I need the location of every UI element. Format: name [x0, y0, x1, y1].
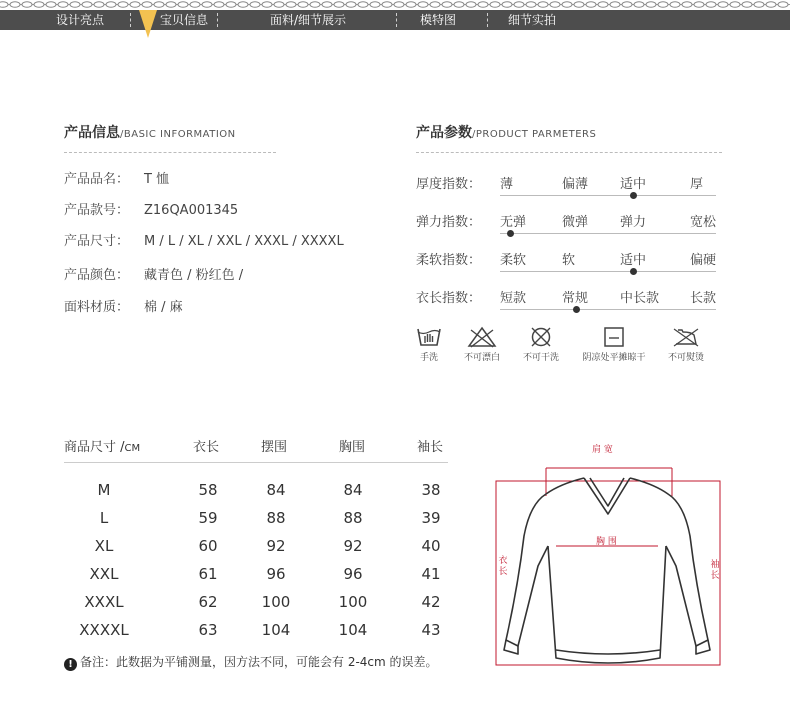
size-value-cell: 58 — [198, 481, 218, 499]
nav-tab-product-info[interactable]: 宝贝信息 — [160, 13, 209, 27]
param-option: 短款 — [500, 291, 527, 306]
size-value-cell: 104 — [261, 621, 291, 639]
size-name-cell: XXL — [89, 565, 119, 583]
size-value-cell: 39 — [421, 509, 441, 527]
param-option: 宽松 — [690, 215, 717, 230]
hand-wash-icon — [416, 326, 442, 348]
size-value-cell: 42 — [421, 593, 441, 611]
size-value-cell: 88 — [266, 509, 286, 527]
param-option: 常规 — [562, 291, 589, 306]
size-value-cell: 88 — [343, 509, 363, 527]
param-indicator-dot — [507, 230, 514, 237]
size-table-header — [64, 436, 140, 455]
param-indicator-dot — [630, 268, 637, 275]
size-value-cell: 84 — [343, 481, 363, 499]
nav-tab-fabric-details[interactable]: 面料/细节展示 — [270, 13, 347, 27]
param-scale-line — [500, 271, 716, 272]
info-label: 产品颜色： — [64, 268, 130, 283]
active-tab-arrow-icon — [139, 10, 157, 38]
no-bleach-icon — [467, 326, 497, 348]
size-value-cell: 59 — [198, 509, 218, 527]
nav-divider — [130, 13, 131, 27]
param-label: 柔软指数： — [416, 253, 482, 268]
nav-divider — [217, 13, 218, 27]
param-option: 薄 — [500, 177, 514, 192]
param-option: 柔软 — [500, 253, 527, 268]
info-value: 藏青色 / 粉红色 / — [144, 268, 244, 283]
param-option: 适中 — [620, 253, 647, 268]
param-scale-line — [500, 309, 716, 310]
info-row-style-no — [64, 199, 238, 218]
shirt-diagram-icon — [490, 436, 730, 672]
info-label: 产品款号： — [64, 203, 130, 218]
size-name-cell: XXXL — [84, 593, 124, 611]
sleeve-label: 袖长 — [710, 560, 720, 581]
note-text: 备注：此数据为平铺测量，因方法不同，可能会有 2-4cm 的误差。 — [80, 655, 438, 669]
measurement-note — [64, 653, 438, 671]
divider — [64, 462, 448, 463]
param-option: 弹力 — [620, 215, 647, 230]
size-value-cell: 60 — [198, 537, 218, 555]
shoulder-label: 肩 宽 — [592, 445, 613, 455]
info-label: 产品品名： — [64, 172, 130, 187]
size-name-cell: L — [99, 509, 109, 527]
basic-info-title — [64, 122, 236, 142]
size-value-cell: 62 — [198, 593, 218, 611]
nav-bar — [0, 10, 790, 30]
size-value-cell: 96 — [343, 565, 363, 583]
care-no-bleach — [458, 326, 506, 363]
divider — [64, 152, 276, 153]
param-option: 偏薄 — [562, 177, 589, 192]
no-iron-icon — [671, 326, 701, 348]
param-indicator-dot — [573, 306, 580, 313]
nav-divider — [487, 13, 488, 27]
param-label: 衣长指数： — [416, 291, 482, 306]
care-no-iron — [662, 326, 710, 363]
basic-info-subtitle: /BASIC INFORMATION — [120, 129, 236, 140]
size-value-cell: 100 — [261, 593, 291, 611]
param-scale-line — [500, 195, 716, 196]
size-name-cell: M — [97, 481, 111, 499]
param-option: 长款 — [690, 291, 717, 306]
size-table-unit: CM — [124, 443, 141, 454]
size-value-cell: 63 — [198, 621, 218, 639]
info-value: Z16QA001345 — [144, 203, 239, 218]
nav-tab-design-highlights[interactable]: 设计亮点 — [56, 13, 105, 27]
nav-tab-detail-photos[interactable]: 细节实拍 — [508, 13, 557, 27]
info-value: T 恤 — [144, 172, 170, 187]
nav-tab-model[interactable]: 模特图 — [420, 13, 457, 27]
care-no-dry-clean — [517, 326, 565, 363]
param-option: 中长款 — [620, 291, 660, 306]
care-label: 不可熨烫 — [667, 353, 704, 363]
care-label: 手洗 — [419, 353, 438, 363]
nav-divider — [396, 13, 397, 27]
info-row-material — [64, 296, 183, 315]
param-option: 无弹 — [500, 215, 527, 230]
care-label: 不可干洗 — [522, 353, 559, 363]
param-option: 软 — [562, 253, 576, 268]
chest-label: 胸 围 — [596, 537, 617, 547]
params-title — [416, 122, 596, 142]
param-option: 适中 — [620, 177, 647, 192]
info-row-color — [64, 264, 243, 283]
size-name-cell: XXXXL — [79, 621, 129, 639]
param-option: 厚 — [690, 177, 704, 192]
size-value-cell: 38 — [421, 481, 441, 499]
size-value-cell: 41 — [421, 565, 441, 583]
size-value-cell: 61 — [198, 565, 218, 583]
care-label: 阴凉处平摊晾干 — [582, 353, 646, 363]
col-header-length: 衣长 — [193, 440, 220, 455]
info-row-name — [64, 168, 169, 187]
no-dry-clean-icon — [529, 326, 553, 348]
size-value-cell: 92 — [343, 537, 363, 555]
warning-icon: ! — [64, 658, 77, 671]
param-indicator-dot — [630, 192, 637, 199]
top-decoration — [0, 0, 790, 10]
param-scale-line — [500, 233, 716, 234]
size-value-cell: 104 — [338, 621, 368, 639]
care-label: 不可漂白 — [463, 353, 500, 363]
length-label: 衣长 — [498, 556, 508, 577]
size-table-title: 商品尺寸 / — [64, 440, 125, 455]
info-value: 棉 / 麻 — [144, 300, 183, 315]
shade-flat-dry-icon — [603, 326, 625, 348]
divider — [416, 152, 722, 153]
size-value-cell: 43 — [421, 621, 441, 639]
info-row-size — [64, 230, 344, 249]
params-subtitle: /PRODUCT PARMETERS — [472, 129, 597, 140]
param-label: 厚度指数： — [416, 177, 482, 192]
size-name-cell: XL — [94, 537, 114, 555]
param-option: 微弹 — [562, 215, 589, 230]
measurement-diagram — [490, 436, 730, 672]
col-header-hem: 摆围 — [261, 440, 288, 455]
col-header-chest: 胸围 — [339, 440, 366, 455]
col-header-sleeve: 袖长 — [417, 440, 444, 455]
info-value: M / L / XL / XXL / XXXL / XXXXL — [144, 234, 344, 249]
size-value-cell: 40 — [421, 537, 441, 555]
care-hand-wash — [413, 326, 445, 363]
info-label: 产品尺寸： — [64, 234, 130, 249]
param-option: 偏硬 — [690, 253, 717, 268]
size-value-cell: 96 — [266, 565, 286, 583]
basic-info-heading: 产品信息 — [64, 125, 120, 141]
info-label: 面料材质： — [64, 300, 130, 315]
size-value-cell: 100 — [338, 593, 368, 611]
param-label: 弹力指数： — [416, 215, 482, 230]
size-value-cell: 92 — [266, 537, 286, 555]
care-shade-flat-dry — [575, 326, 653, 363]
params-heading: 产品参数 — [416, 125, 472, 141]
size-value-cell: 84 — [266, 481, 286, 499]
